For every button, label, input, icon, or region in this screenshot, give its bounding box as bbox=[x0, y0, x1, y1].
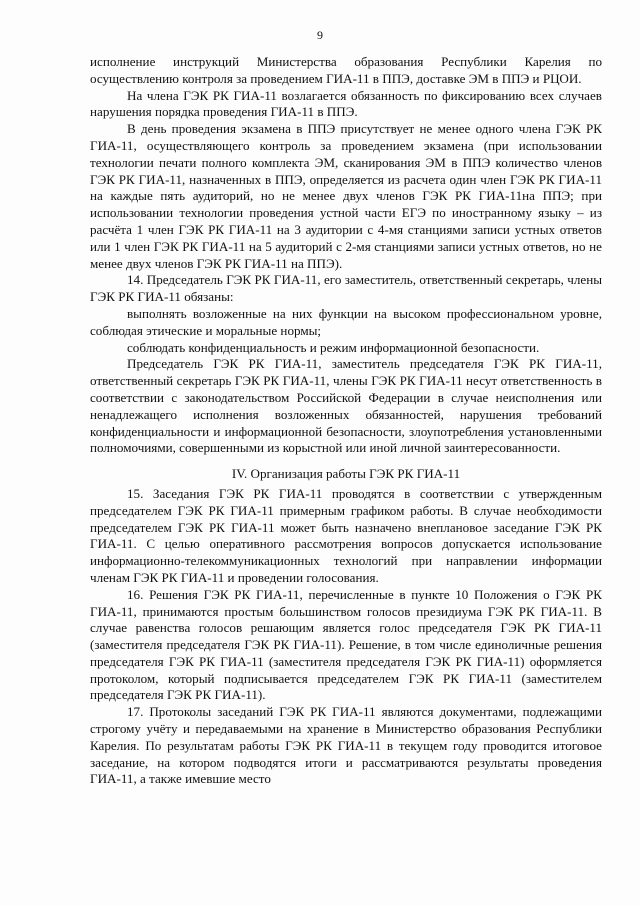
paragraph: 16. Решения ГЭК РК ГИА-11, перечисленные в пункте 10 Положения о ГЭК РК ГИА-11, принимаются простым большинством голосов президиума ГЭК РК ГИА-11. В случае равенства голосов решающим является голос председателя ГЭК РК ГИА-11 (заместителя председателя ГЭК РК ГИА-11). Решение, в том числе единоличные решения председателя ГЭК РК ГИА-11 (заместителя председателя ГЭК РК ГИА-11) оформляется протоколом, который подписывается председателем ГЭК РК ГИА-11 (заместителем председателя ГЭК РК ГИА-11). bbox=[90, 586, 602, 703]
paragraph: исполнение инструкций Министерства образования Республики Карелия по осуществлению контроля за проведением ГИА-11 в ППЭ, доставке ЭМ в ППЭ и РЦОИ. bbox=[90, 54, 602, 86]
document-body bbox=[90, 54, 602, 788]
paragraph: 17. Протоколы заседаний ГЭК РК ГИА-11 являются документами, подлежащими строгому учёту и передаваемыми на хранение в Министерство образования Республики Карелия. По результатам работы ГЭК РК ГИА-11 в текущем году проводится итоговое заседание, на котором подводятся итоги и рассматриваются результаты проведения ГИА-11, а также имевшие место bbox=[90, 704, 602, 787]
section-heading: IV. Организация работы ГЭК РК ГИА-11 bbox=[231, 466, 461, 482]
page-number: 9 bbox=[317, 28, 323, 42]
paragraph: соблюдать конфиденциальность и режим информационной безопасности. bbox=[127, 339, 540, 355]
paragraph: Председатель ГЭК РК ГИА-11, заместитель председателя ГЭК РК ГИА-11, ответственный секретарь ГЭК РК ГИА-11, члены ГЭК РК ГИА-11 несут ответственность в соответствии с законодательством Российской Федерации в случае неисполнения или ненадлежащего исполнения возложенных обязанностей, нарушения требований конфиденциальности и информационной безопасности, злоупотребления установленными полномочиями, совершенными из корыстной или иной личной заинтересованности. bbox=[90, 356, 602, 456]
paragraph: 15. Заседания ГЭК РК ГИА-11 проводятся в соответствии с утвержденным председателем ГЭК РК ГИА-11 примерным графиком работы. В случае необходимости председателем ГЭК РК ГИА-11 может быть назначено внеплановое заседание ГЭК РК ГИА-11. С целью оперативного рассмотрения вопросов допускается использование информационно-телекоммуникационных технологий при направлении информации членам ГЭК РК ГИА-11 и проведении голосования. bbox=[90, 485, 602, 585]
paragraph: 14. Председатель ГЭК РК ГИА-11, его заместитель, ответственный секретарь, члены ГЭК РК ГИА-11 обязаны: bbox=[90, 272, 602, 305]
paragraph: В день проведения экзамена в ППЭ присутствует не менее одного члена ГЭК РК ГИА-11, осуществляющего контроль за проведением экзамена (при использовании технологии печати полного комплекта ЭМ, сканирования ЭМ в ППЭ количество членов ГЭК РК ГИА-11, назначенных в ППЭ, определяется из расчета один член ГЭК РК ГИА-11 на каждые пять аудиторий, но не менее двух членов ГЭК РК ГИА-11на ППЭ; при использовании технологии проведения устной части ЕГЭ по иностранному языку – из расчёта 1 член ГЭК РК ГИА-11 на 3 аудитории с 4-мя станциями записи устных ответов или 1 член ГЭК РК ГИА-11 на 5 аудиторий с 2-мя станциями записи устных ответов, но не менее двух членов ГЭК РК ГИА-11 на ППЭ). bbox=[90, 121, 602, 271]
paragraph: выполнять возложенные на них функции на высоком профессиональном уровне, соблюдая этические и моральные нормы; bbox=[90, 305, 602, 338]
paragraph: На члена ГЭК РК ГИА-11 возлагается обязанность по фиксированию всех случаев нарушения порядка проведения ГИА-11 в ППЭ. bbox=[90, 87, 602, 120]
